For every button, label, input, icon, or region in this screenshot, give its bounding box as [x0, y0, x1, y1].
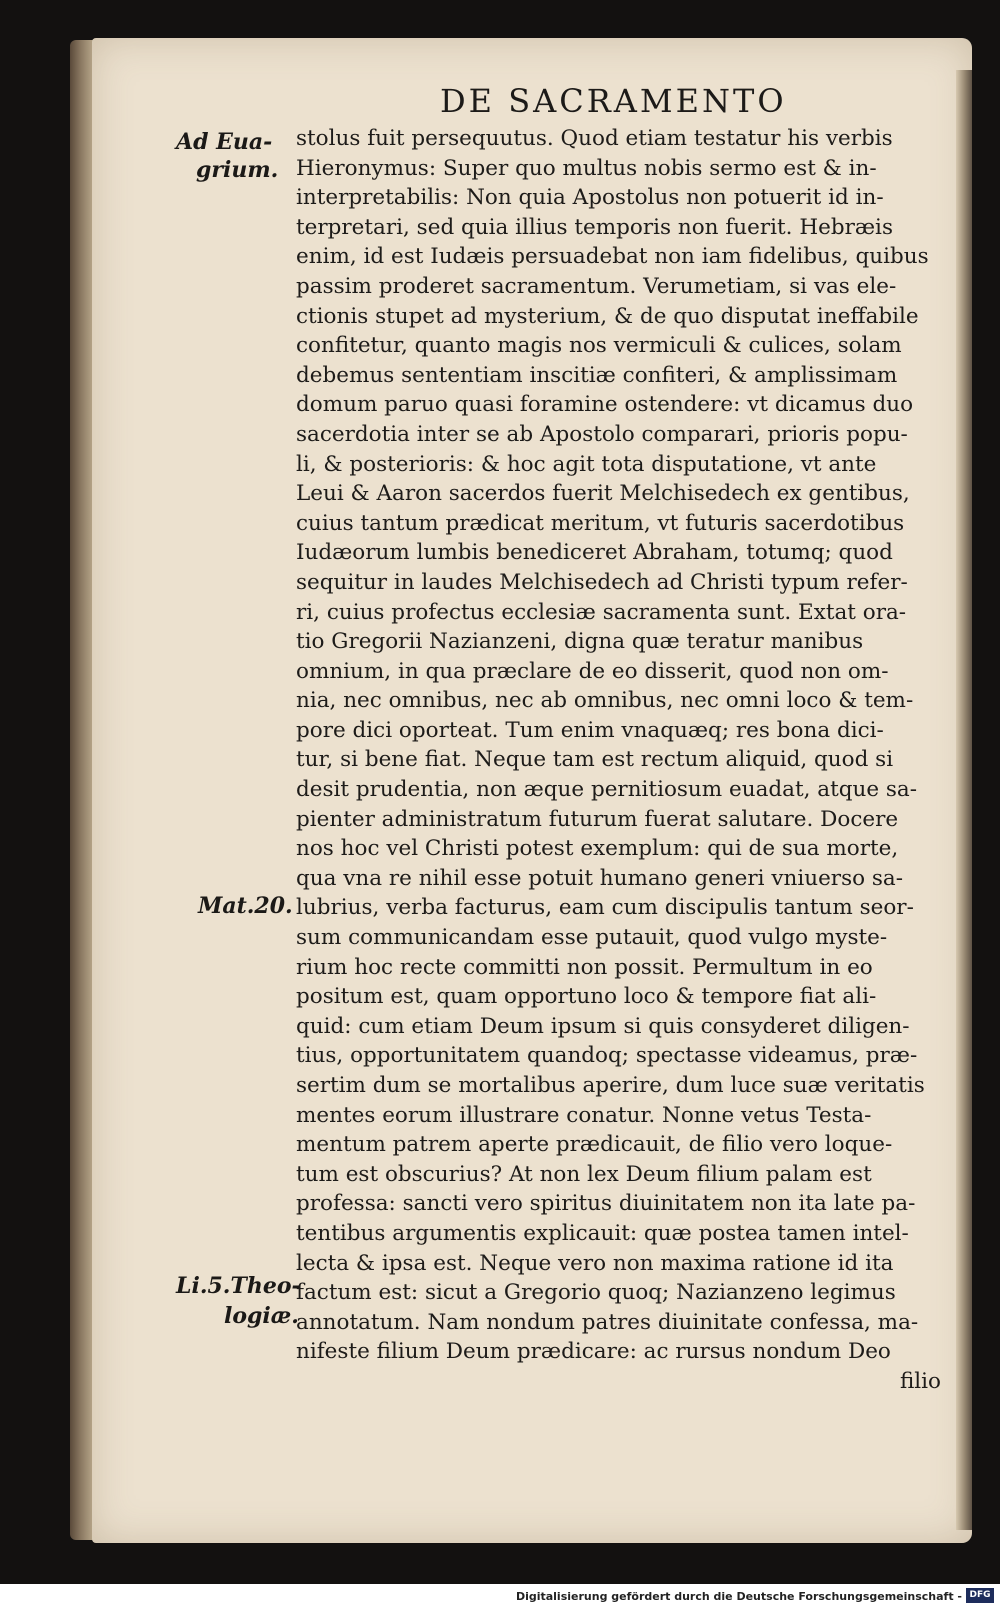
- text-line: annotatum. Nam nondum patres diuinitate confessa, ma-: [296, 1309, 919, 1335]
- digitization-credit: Digitalisierung gefördert durch die Deutsche Forschungsgemeinschaft -: [515, 1590, 962, 1603]
- text-line: sacerdotia inter se ab Apostolo comparari, prioris popu-: [296, 421, 908, 447]
- text-line: rium hoc recte committi non possit. Permultum in eo: [296, 954, 873, 980]
- text-line: sertim dum se mortalibus aperire, dum luce suæ veritatis: [296, 1073, 925, 1098]
- text-line: nifeste filium Deum prædicare: ac rursus nondum Deo: [296, 1339, 891, 1365]
- page-right-edge: [956, 70, 972, 1530]
- text-line: professa: sancti vero spiritus diuinitatem non ita late pa-: [296, 1191, 916, 1217]
- text-line: cuius tantum prædicat meritum, vt futuris sacerdotibus: [296, 510, 905, 536]
- text-line: Leui & Aaron sacerdos fuerit Melchisedech ex gentibus,: [296, 481, 910, 507]
- text-line: qua vna re nihil esse potuit humano generi vniuerso sa-: [296, 865, 904, 891]
- margin-note-theologia-2: logiæ.: [224, 1303, 299, 1329]
- text-line: positum est, quam opportuno loco & tempore fiat ali-: [296, 984, 877, 1010]
- text-line: pore dici oporteat. Tum enim vnaquæq; res bona dici-: [296, 717, 884, 743]
- text-line: lecta & ipsa est. Neque vero non maxima ratione id ita: [296, 1250, 894, 1276]
- text-line: quid: cum etiam Deum ipsum si quis consyderet diligen-: [296, 1013, 910, 1039]
- text-line: tentibus argumentis explicauit: quæ postea tamen intel-: [296, 1220, 909, 1246]
- text-line: nos hoc vel Christi potest exemplum: qui de sua morte,: [296, 836, 899, 862]
- text-line: mentum patrem aperte prædicauit, de filio vero loque-: [296, 1132, 893, 1158]
- catchword: filio: [899, 1368, 941, 1394]
- text-line: ctionis stupet ad mysterium, & de quo disputat ineffabile: [296, 303, 919, 329]
- text-line: tur, si bene fiat. Neque tam est rectum aliquid, quod si: [296, 747, 894, 773]
- text-line: pienter administratum futurum fuerat salutare. Docere: [296, 806, 899, 832]
- text-line: li, & posterioris: & hoc agit tota disputatione, vt ante: [296, 451, 877, 477]
- body-text: [296, 124, 941, 1397]
- text-line: tum est obscurius? At non lex Deum filium palam est: [296, 1161, 872, 1187]
- text-line: sum communicandam esse putauit, quod vulgo myste-: [296, 925, 888, 951]
- text-line: Hieronymus: Super quo multus nobis sermo est & in-: [296, 155, 877, 181]
- text-line: enim, id est Iudæis persuadebat non iam fidelibus, quibus: [296, 244, 929, 270]
- text-line: nia, nec omnibus, nec ab omnibus, nec omni loco & tem-: [296, 688, 914, 714]
- margin-note-theologia-1: Li.5.Theo-: [176, 1273, 301, 1299]
- margin-note-matthew: Mat.20.: [198, 893, 293, 919]
- text-line: lubrius, verba facturus, eam cum discipulis tantum seor-: [296, 895, 914, 921]
- text-line: confitetur, quanto magis nos vermiculi & culices, solam: [296, 333, 902, 359]
- text-line: omnium, in qua præclare de eo disserit, quod non om-: [296, 658, 889, 684]
- text-line: passim proderet sacramentum. Verumetiam, si vas ele-: [296, 273, 897, 299]
- text-line: desit prudentia, non æque pernitiosum euadat, atque sa-: [296, 777, 918, 803]
- text-line: factum est: sicut a Gregorio quoq; Nazianzeno legimus: [296, 1280, 896, 1306]
- text-line: tio Gregorii Nazianzeni, digna quæ teratur manibus: [296, 629, 864, 655]
- text-line: stolus fuit persequutus. Quod etiam testatur his verbis: [296, 126, 893, 151]
- margin-note-ad-euagrium-2: grium.: [196, 157, 279, 183]
- text-line: Iudæorum lumbis benediceret Abraham, totumq; quod: [296, 540, 893, 566]
- text-line: tius, opportunitatem quandoq; spectasse videamus, præ-: [296, 1043, 918, 1069]
- text-line: ri, cuius profectus ecclesiæ sacramenta sunt. Extat ora-: [296, 599, 907, 625]
- dfg-logo: DFG: [966, 1588, 994, 1603]
- text-line: sequitur in laudes Melchisedech ad Christi typum refer-: [296, 569, 908, 595]
- text-line: domum paruo quasi foramine ostendere: vt dicamus duo: [296, 392, 914, 418]
- text-line: interpretabilis: Non quia Apostolus non potuerit id in-: [296, 185, 884, 211]
- text-line: terpretari, sed quia illius temporis non fuerit. Hebræis: [296, 214, 893, 240]
- text-line: mentes eorum illustrare conatur. Nonne vetus Testa-: [296, 1102, 872, 1128]
- margin-note-ad-euagrium-1: Ad Eua-: [176, 129, 273, 155]
- running-head: DE SACRAMENTO: [440, 82, 787, 120]
- text-line: debemus sententiam inscitiæ confiteri, & amplissimam: [296, 362, 898, 388]
